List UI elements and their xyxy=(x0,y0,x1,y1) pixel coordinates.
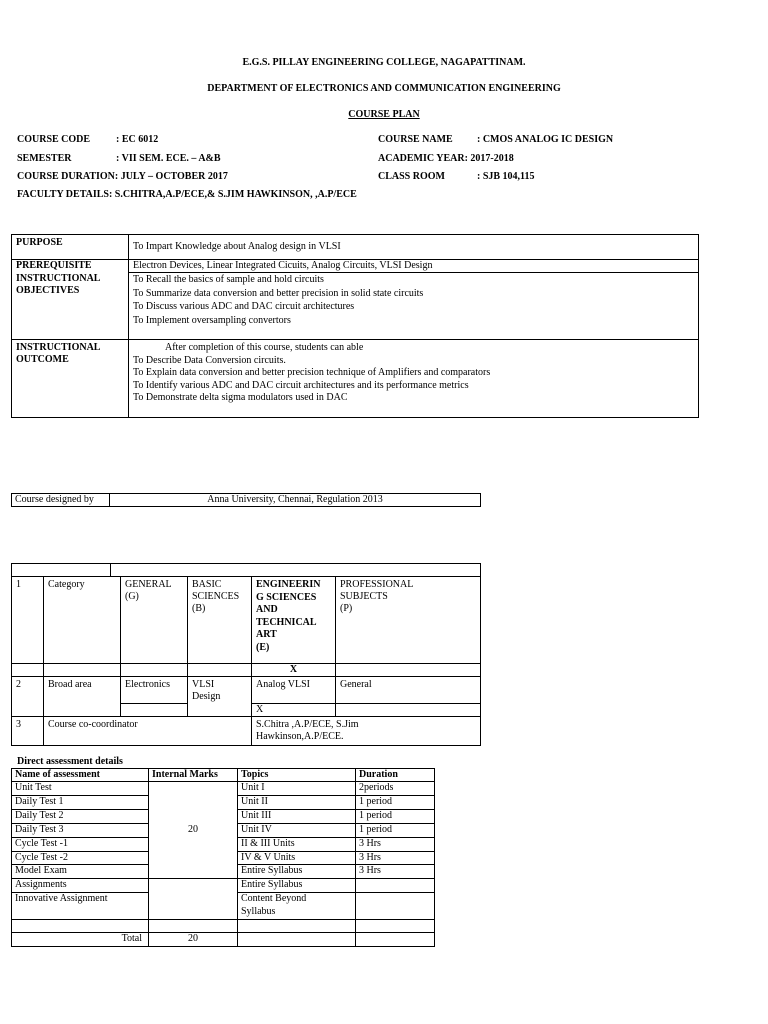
broad-eng: Analog VLSI xyxy=(252,677,336,704)
assessment-duration: 2periods xyxy=(356,782,435,796)
coordinator-label: Course co-coordinator xyxy=(44,717,252,746)
purpose-label: PURPOSE xyxy=(12,235,129,260)
blank-cell xyxy=(149,879,238,920)
category-general xyxy=(121,577,188,664)
assessment-name: Cycle Test -2 xyxy=(12,851,149,865)
assessment-name: Assignments xyxy=(12,879,149,893)
document-title: COURSE PLAN xyxy=(348,109,420,120)
category-table xyxy=(11,563,481,746)
designed-by-table xyxy=(11,493,481,507)
eng-line: TECHNICAL xyxy=(256,616,317,628)
objectives-label xyxy=(12,273,129,340)
basic-line: (B) xyxy=(192,603,206,614)
blank-cell xyxy=(188,664,252,677)
assessment-topic: II & III Units xyxy=(238,837,356,851)
assessment-name: Innovative Assignment xyxy=(12,893,149,920)
assessment-topic: Unit II xyxy=(238,795,356,809)
outcome-row xyxy=(12,340,699,418)
objectives-list xyxy=(129,273,699,340)
assessment-topic xyxy=(238,893,356,920)
category-label: Category xyxy=(44,577,121,664)
assessment-topic: Unit III xyxy=(238,809,356,823)
eng-line: AND xyxy=(256,604,278,615)
eng-line: ART xyxy=(256,629,277,640)
course-code-value: : EC 6012 xyxy=(116,134,159,145)
broad-basic xyxy=(188,677,252,717)
outcome-item: To Describe Data Conversion circuits. xyxy=(133,354,286,366)
prereq-row xyxy=(12,260,699,273)
row-number: 3 xyxy=(12,717,44,746)
purpose-table xyxy=(11,234,699,418)
course-duration: COURSE DURATION: JULY – OCTOBER 2017 xyxy=(17,171,228,182)
semester-label: SEMESTER xyxy=(17,153,72,164)
table-row xyxy=(12,879,435,893)
classroom-label: CLASS ROOM xyxy=(378,171,445,182)
objective-item: To Recall the basics of sample and hold circuits xyxy=(133,274,324,285)
category-mark-x: X xyxy=(252,664,336,677)
assessment-topic: IV & V Units xyxy=(238,851,356,865)
col-header: Topics xyxy=(238,769,356,782)
table-row xyxy=(12,920,435,933)
objective-item: To Implement oversampling convertors xyxy=(133,314,291,326)
objectives-row xyxy=(12,273,699,340)
blank-cell xyxy=(121,704,188,717)
topic-line: Content Beyond xyxy=(241,893,307,905)
eng-line: (E) xyxy=(256,641,270,653)
assessment-name: Cycle Test -1 xyxy=(12,837,149,851)
academic-year: ACADEMIC YEAR: 2017-2018 xyxy=(378,153,514,164)
blank-cell xyxy=(356,933,435,947)
outcome-label xyxy=(12,340,129,418)
basic-line: BASIC xyxy=(192,579,222,590)
basic-line: SCIENCES xyxy=(192,591,240,602)
designed-by-label: Course designed by xyxy=(12,494,110,507)
assessment-duration: 1 period xyxy=(356,795,435,809)
prereq-label: PREREQUISITE xyxy=(12,260,129,273)
row-number: 2 xyxy=(12,677,44,717)
objectives-label-line1: INSTRUCTIONAL xyxy=(16,272,101,284)
course-name-value: : CMOS ANALOG IC DESIGN xyxy=(477,134,614,145)
blank-cell xyxy=(336,704,481,717)
prof-line: (P) xyxy=(340,603,353,614)
general-line: (G) xyxy=(125,591,139,602)
assessment-duration: 3 Hrs xyxy=(356,865,435,879)
blank-cell xyxy=(356,920,435,933)
faculty-details: FACULTY DETAILS: S.CHITRA,A.P/ECE,& S.JIM HAWKINSON, ,A.P/ECE xyxy=(17,189,357,200)
assessment-duration: 3 Hrs xyxy=(356,851,435,865)
eng-line: ENGINEERIN xyxy=(256,579,321,590)
outcome-list xyxy=(129,340,699,418)
purpose-row xyxy=(12,235,699,260)
objective-item: To Summarize data conversion and better precision in solid state circuits xyxy=(133,287,424,299)
assessment-name: Daily Test 2 xyxy=(12,809,149,823)
coordinator-line: S.Chitra ,A.P/ECE, S.Jim xyxy=(256,719,359,730)
prof-line: PROFESSIONAL xyxy=(340,579,414,590)
col-header: Internal Marks xyxy=(149,769,238,782)
assessment-topic: Entire Syllabus xyxy=(238,865,356,879)
topic-line: Syllabus xyxy=(241,906,276,918)
assessment-topic: Unit I xyxy=(238,782,356,796)
broad-general: Electronics xyxy=(121,677,188,704)
assessment-duration: 1 period xyxy=(356,823,435,837)
category-professional xyxy=(336,577,481,664)
broad-mark-x: X xyxy=(252,704,336,717)
assessment-name: Daily Test 3 xyxy=(12,823,149,837)
category-engineering xyxy=(252,577,336,664)
objectives-label-line2: OBJECTIVES xyxy=(16,284,80,296)
assessment-topic: Unit IV xyxy=(238,823,356,837)
total-value: 20 xyxy=(149,933,238,947)
table-row xyxy=(12,782,435,796)
total-label: Total xyxy=(12,933,149,947)
blank-cell xyxy=(356,893,435,920)
outcome-item: To Identify various ADC and DAC circuit architectures and its performance metrics xyxy=(133,379,469,391)
assessment-name: Model Exam xyxy=(12,865,149,879)
assessment-table xyxy=(11,768,435,947)
assessment-topic: Entire Syllabus xyxy=(238,879,356,893)
col-header: Name of assessment xyxy=(12,769,149,782)
col-header: Duration xyxy=(356,769,435,782)
course-name-label: COURSE NAME xyxy=(378,134,453,145)
college-name: E.G.S. PILLAY ENGINEERING COLLEGE, NAGAPATTINAM. xyxy=(242,57,526,68)
broad-basic-line: Design xyxy=(192,691,221,702)
coordinator-value xyxy=(252,717,481,746)
blank-cell xyxy=(12,920,149,933)
blank-cell xyxy=(12,664,44,677)
department-name: DEPARTMENT OF ELECTRONICS AND COMMUNICATION ENGINEERING xyxy=(207,83,561,94)
coordinator-line: Hawkinson,A.P/ECE. xyxy=(256,731,344,742)
purpose-text: To Impart Knowledge about Analog design in VLSI xyxy=(129,235,699,260)
blank-cell xyxy=(121,664,188,677)
outcome-label-line2: OUTCOME xyxy=(16,354,69,365)
blank-cell xyxy=(149,920,238,933)
category-row xyxy=(12,577,481,664)
eng-line: G SCIENCES xyxy=(256,591,317,603)
assessment-name: Unit Test xyxy=(12,782,149,796)
assessment-duration: 3 Hrs xyxy=(356,837,435,851)
semester-value: : VII SEM. ECE. – A&B xyxy=(116,153,221,164)
internal-marks: 20 xyxy=(149,782,238,879)
course-code-label: COURSE CODE xyxy=(17,134,91,145)
category-blank-cell xyxy=(111,564,481,577)
broad-area-row xyxy=(12,677,481,704)
general-line: GENERAL xyxy=(125,579,172,590)
objective-item: To Discuss various ADC and DAC circuit architectures xyxy=(133,301,355,312)
blank-cell xyxy=(238,920,356,933)
classroom-value: : SJB 104,115 xyxy=(477,171,535,182)
broad-basic-line: VLSI xyxy=(192,679,215,690)
assessment-duration: 1 period xyxy=(356,809,435,823)
outcome-item: To Demonstrate delta sigma modulators used in DAC xyxy=(133,392,348,403)
category-blank-cell xyxy=(12,564,111,577)
row-number: 1 xyxy=(12,577,44,664)
blank-cell xyxy=(44,664,121,677)
outcome-intro: After completion of this course, students can able xyxy=(165,342,364,353)
assessment-duration xyxy=(356,879,435,893)
outcome-item: To Explain data conversion and better precision technique of Amplifiers and comparators xyxy=(133,367,491,378)
broad-prof: General xyxy=(336,677,481,704)
assessment-heading: Direct assessment details xyxy=(17,756,123,767)
assessment-name: Daily Test 1 xyxy=(12,795,149,809)
total-row xyxy=(12,933,435,947)
prof-line: SUBJECTS xyxy=(340,591,388,602)
outcome-label-line1: INSTRUCTIONAL xyxy=(16,342,101,353)
category-basic xyxy=(188,577,252,664)
blank-cell xyxy=(336,664,481,677)
coordinator-row xyxy=(12,717,481,746)
broad-area-label: Broad area xyxy=(44,677,121,717)
prereq-text: Electron Devices, Linear Integrated Cicuits, Analog Circuits, VLSI Design xyxy=(129,260,699,273)
blank-cell xyxy=(238,933,356,947)
designed-by-value: Anna University, Chennai, Regulation 2013 xyxy=(110,494,481,507)
